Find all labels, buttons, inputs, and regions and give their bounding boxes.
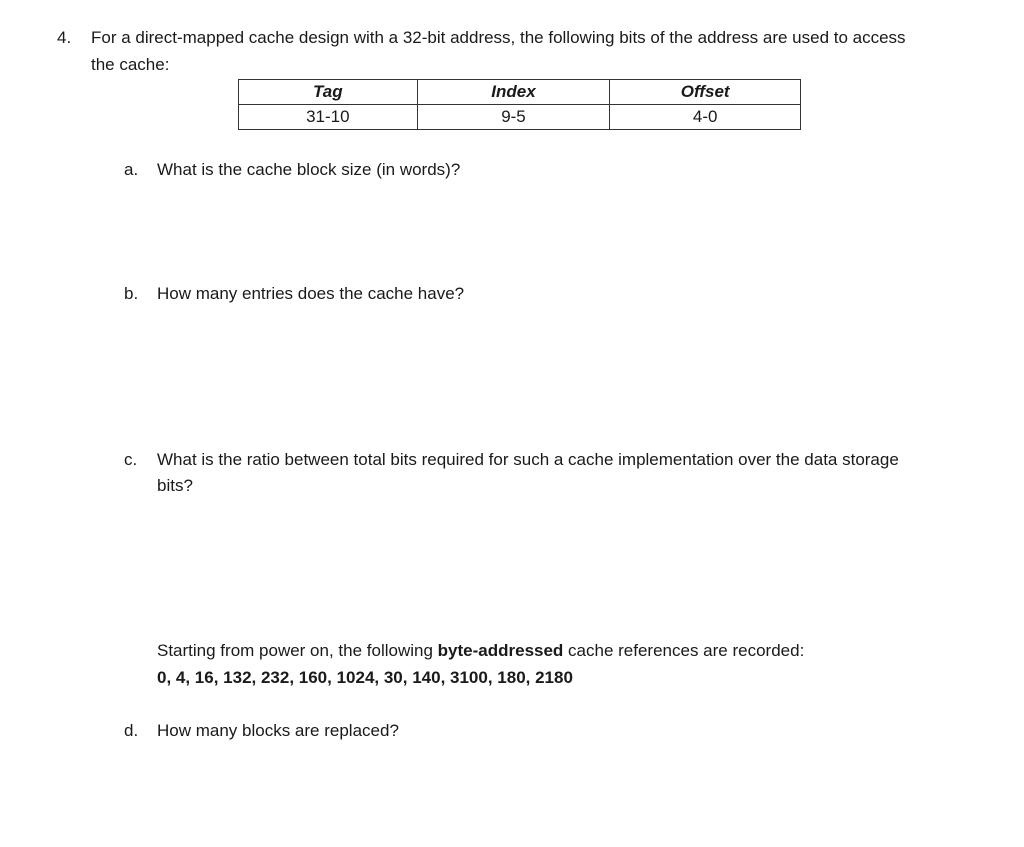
part-c-text-line1: What is the ratio between total bits required for such a cache implementation over the data storage — [157, 450, 899, 469]
part-c-letter: c. — [124, 450, 138, 469]
references-emphasis: byte-addressed — [437, 641, 564, 660]
references-intro — [157, 641, 804, 661]
header-offset: Offset — [610, 80, 801, 105]
references-suffix: cache references are recorded: — [563, 641, 805, 660]
header-index: Index — [417, 80, 610, 105]
address-bits-table — [238, 79, 801, 130]
offset-bits: 4-0 — [610, 105, 801, 130]
header-tag: Tag — [239, 80, 418, 105]
part-a-text: What is the cache block size (in words)? — [157, 160, 461, 179]
part-a-letter: a. — [124, 160, 139, 179]
table-row — [239, 105, 801, 130]
table-header-row — [239, 80, 801, 105]
index-bits: 9-5 — [417, 105, 610, 130]
part-b-letter: b. — [124, 284, 139, 303]
part-d-text: How many blocks are replaced? — [157, 721, 399, 740]
question-text-line1: For a direct-mapped cache design with a 32-bit address, the following bits of the address are used to access — [91, 28, 906, 47]
part-c-text-line2: bits? — [157, 476, 193, 495]
part-b-text: How many entries does the cache have? — [157, 284, 465, 303]
part-d-letter: d. — [124, 721, 139, 740]
question-number: 4. — [57, 28, 72, 47]
references-prefix: Starting from power on, the following — [157, 641, 438, 660]
references-list: 0, 4, 16, 132, 232, 160, 1024, 30, 140, 3100, 180, 2180 — [157, 668, 573, 687]
question-text-line2: the cache: — [91, 55, 170, 74]
tag-bits: 31-10 — [239, 105, 418, 130]
